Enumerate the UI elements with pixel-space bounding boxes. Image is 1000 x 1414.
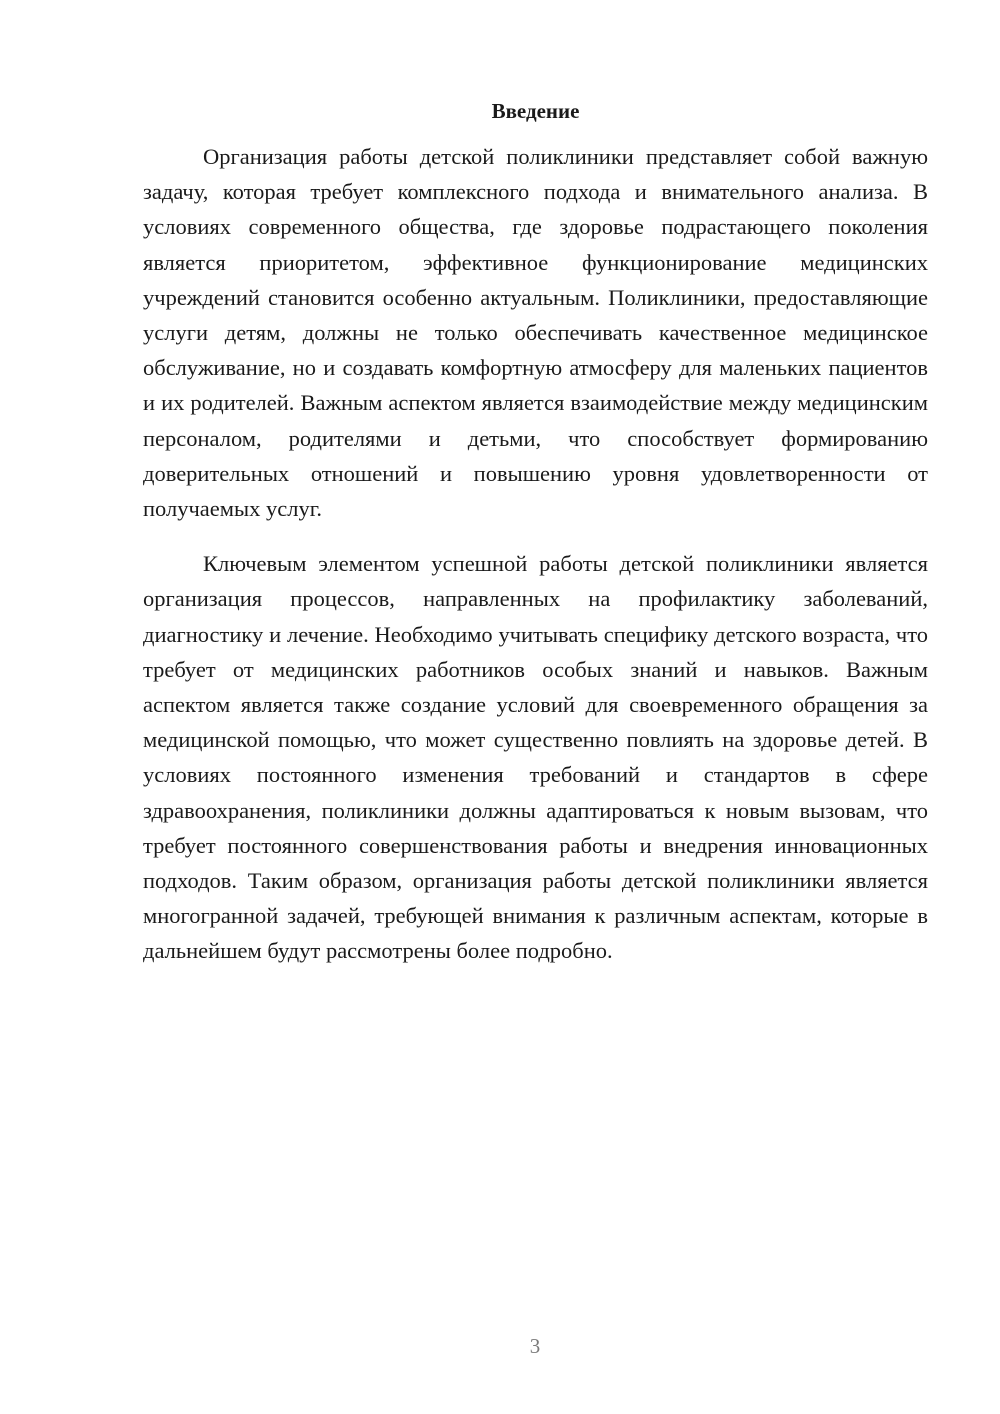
section-heading: Введение	[491, 99, 580, 123]
paragraph-2: Ключевым элементом успешной работы детской поликлиники является организация процессов, направленных на профилактику заболеваний, диагностику и лечение. Необходимо учитывать специфику детского возраста, что требует от медицинских работников особых знаний и навыков. Важным аспектом является также создание условий для своевременного обращения за медицинской помощью, что может существенно повлиять на здоровье детей. В условиях постоянного изменения требований и стандартов в сфере здравоохранения, поликлиники должны адаптироваться к новым вызовам, что требует постоянного совершенствования работы и внедрения инновационных подходов. Таким образом, организация работы детской поликлиники является многогранной задачей, требующей внимания к различным аспектам, которые в дальнейшем будут рассмотрены более подробно.	[143, 551, 928, 964]
page-content	[143, 95, 928, 969]
page-number: 3	[529, 1334, 541, 1358]
paragraph-1: Организация работы детской поликлиники представляет собой важную задачу, которая требует комплексного подхода и внимательного анализа. В условиях современного общества, где здоровье подрастающего поколения является приоритетом, эффективное функционирование медицинских учреждений становится особенно актуальным. Поликлиники, предоставляющие услуги детям, должны не только обеспечивать качественное медицинское обслуживание, но и создавать комфортную атмосферу для маленьких пациентов и их родителей. Важным аспектом является взаимодействие между медицинским персоналом, родителями и детьми, что способствует формированию доверительных отношений и повышению уровня удовлетворенности от получаемых услуг.	[143, 144, 928, 522]
